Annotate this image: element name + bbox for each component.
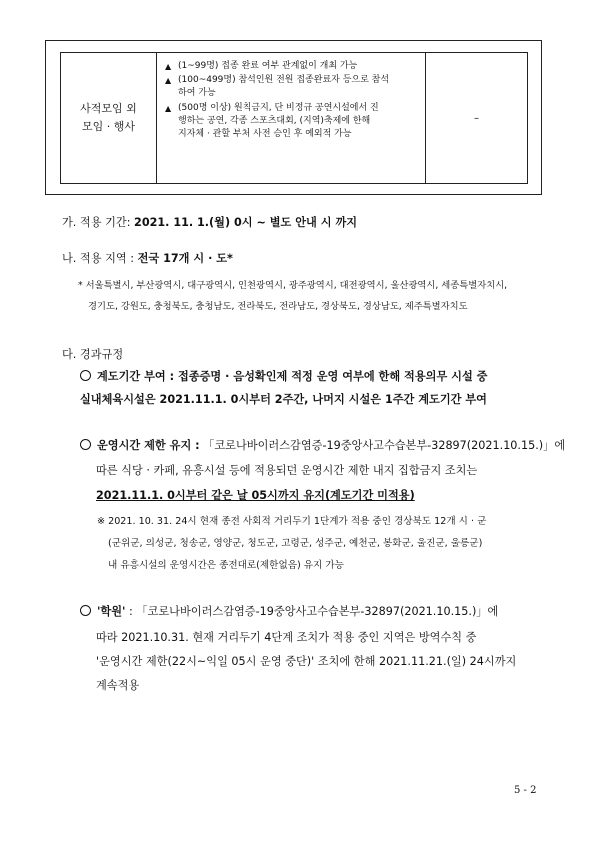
section-ga-label: 가. 적용 기간: — [62, 216, 135, 229]
section-da-heading: 다. 경과규정 — [62, 348, 124, 361]
rule-bullet-3-text-3: 지자체 · 관할 부처 사전 승인 후 예외적 가능 — [178, 129, 352, 139]
item2-line-1-text: 「코로나바이러스감염증-19중앙사고수습본부-32897(2021.10.15.)」에 — [199, 439, 566, 452]
item3-line-1 — [80, 603, 498, 619]
item1-line-2: 실내체육시설은 2021.11.1. 0시부터 2주간, 나머지 시설은 1주간 계도기간 부여 — [80, 393, 487, 406]
empty-cell — [426, 53, 527, 183]
row-label-line-2: 모임 · 행사 — [82, 120, 135, 133]
item2-note-2: (군위군, 의성군, 청송군, 영양군, 청도군, 고령군, 성주군, 예천군, 봉화군, 울진군, 울릉군) — [108, 538, 483, 549]
triangle-bullet-icon: ▲ — [165, 104, 172, 113]
triangle-bullet-icon: ▲ — [165, 62, 172, 71]
rules-cell — [157, 53, 426, 183]
item2-line-1 — [80, 437, 565, 453]
item3-line-2: 따라 2021.10.31. 현재 거리두기 4단계 조치가 적용 중인 지역은 방역수칙 중 — [96, 631, 477, 644]
item2-line-3: 2021.11.1. 0시부터 같은 날 05시까지 유지(계도기간 미적용) — [96, 489, 415, 502]
rule-bullet-2-text-1: (100~499명) 참석인원 전원 접종완료자 등으로 참석 — [178, 75, 390, 85]
item2-note-1: ※ 2021. 10. 31. 24시 현재 종전 사회적 거리두기 1단계가 적용 중인 경상북도 12개 시 · 군 — [97, 516, 487, 527]
triangle-bullet-icon: ▲ — [165, 76, 172, 85]
item2-line-2: 따른 식당 · 카페, 유흥시설 등에 적용되던 운영시간 제한 내지 집합금지 조치는 — [96, 464, 478, 477]
item3-label: '학원' — [97, 605, 126, 618]
circle-bullet-icon — [80, 370, 91, 381]
circle-bullet-icon — [80, 439, 91, 450]
rules-table — [45, 40, 542, 195]
region-note-line-2: 경기도, 강원도, 충청북도, 충청남도, 전라북도, 전라남도, 경상북도, 경상남도, 제주특별자치도 — [88, 301, 468, 312]
item1-line-1 — [80, 368, 488, 384]
section-na — [62, 250, 233, 266]
rule-bullet-3-text-2: 행하는 공연, 각종 스포츠대회, (지역)축제에 한해 — [178, 116, 371, 126]
item1-line-1-text: 계도기간 부여 : 접종증명 · 음성확인제 적정 운영 여부에 한해 적용의무 시설 중 — [97, 370, 488, 383]
section-na-value: 전국 17개 시 · 도* — [137, 252, 233, 265]
region-note-line-1: * 서울특별시, 부산광역시, 대구광역시, 인천광역시, 광주광역시, 대전광역시, 울산광역시, 세종특별자치시, — [78, 280, 508, 291]
section-na-label: 나. 적용 지역 : — [62, 252, 138, 265]
item3-line-3: '운영시간 제한(22시~익일 05시 운영 중단)' 조치에 한해 2021.11.21.(일) 24시까지 — [96, 655, 517, 668]
rule-bullet-3 — [165, 102, 419, 141]
row-label-line-1: 사적모임 외 — [80, 102, 137, 115]
rule-bullet-1 — [165, 60, 419, 73]
rules-table-inner — [60, 52, 528, 184]
item3-line-4: 계속적용 — [96, 679, 140, 692]
item3-line-1-text: : 「코로나바이러스감염증-19중앙사고수습본부-32897(2021.10.15.)」에 — [125, 605, 499, 618]
dash-value: – — [474, 112, 479, 124]
page-number: 5 - 2 — [514, 785, 537, 796]
item2-label: 운영시간 제한 유지 : — [97, 439, 200, 452]
rule-bullet-2-text-2: 하여 가능 — [178, 88, 216, 98]
rule-bullet-3-text-1: (500명 이상) 원칙금지, 단 비정규 공연시설에서 진 — [178, 103, 379, 113]
section-ga — [62, 214, 357, 230]
rule-bullet-2 — [165, 74, 419, 100]
circle-bullet-icon — [80, 605, 91, 616]
row-label-cell — [61, 53, 157, 183]
rule-bullet-1-text: (1~99명) 접종 완료 여부 관계없이 개최 가능 — [178, 61, 358, 71]
section-ga-value: 2021. 11. 1.(월) 0시 ~ 별도 안내 시 까지 — [134, 216, 358, 229]
item2-note-3: 내 유흥시설의 운영시간은 종전대로(제한없음) 유지 가능 — [108, 560, 344, 571]
